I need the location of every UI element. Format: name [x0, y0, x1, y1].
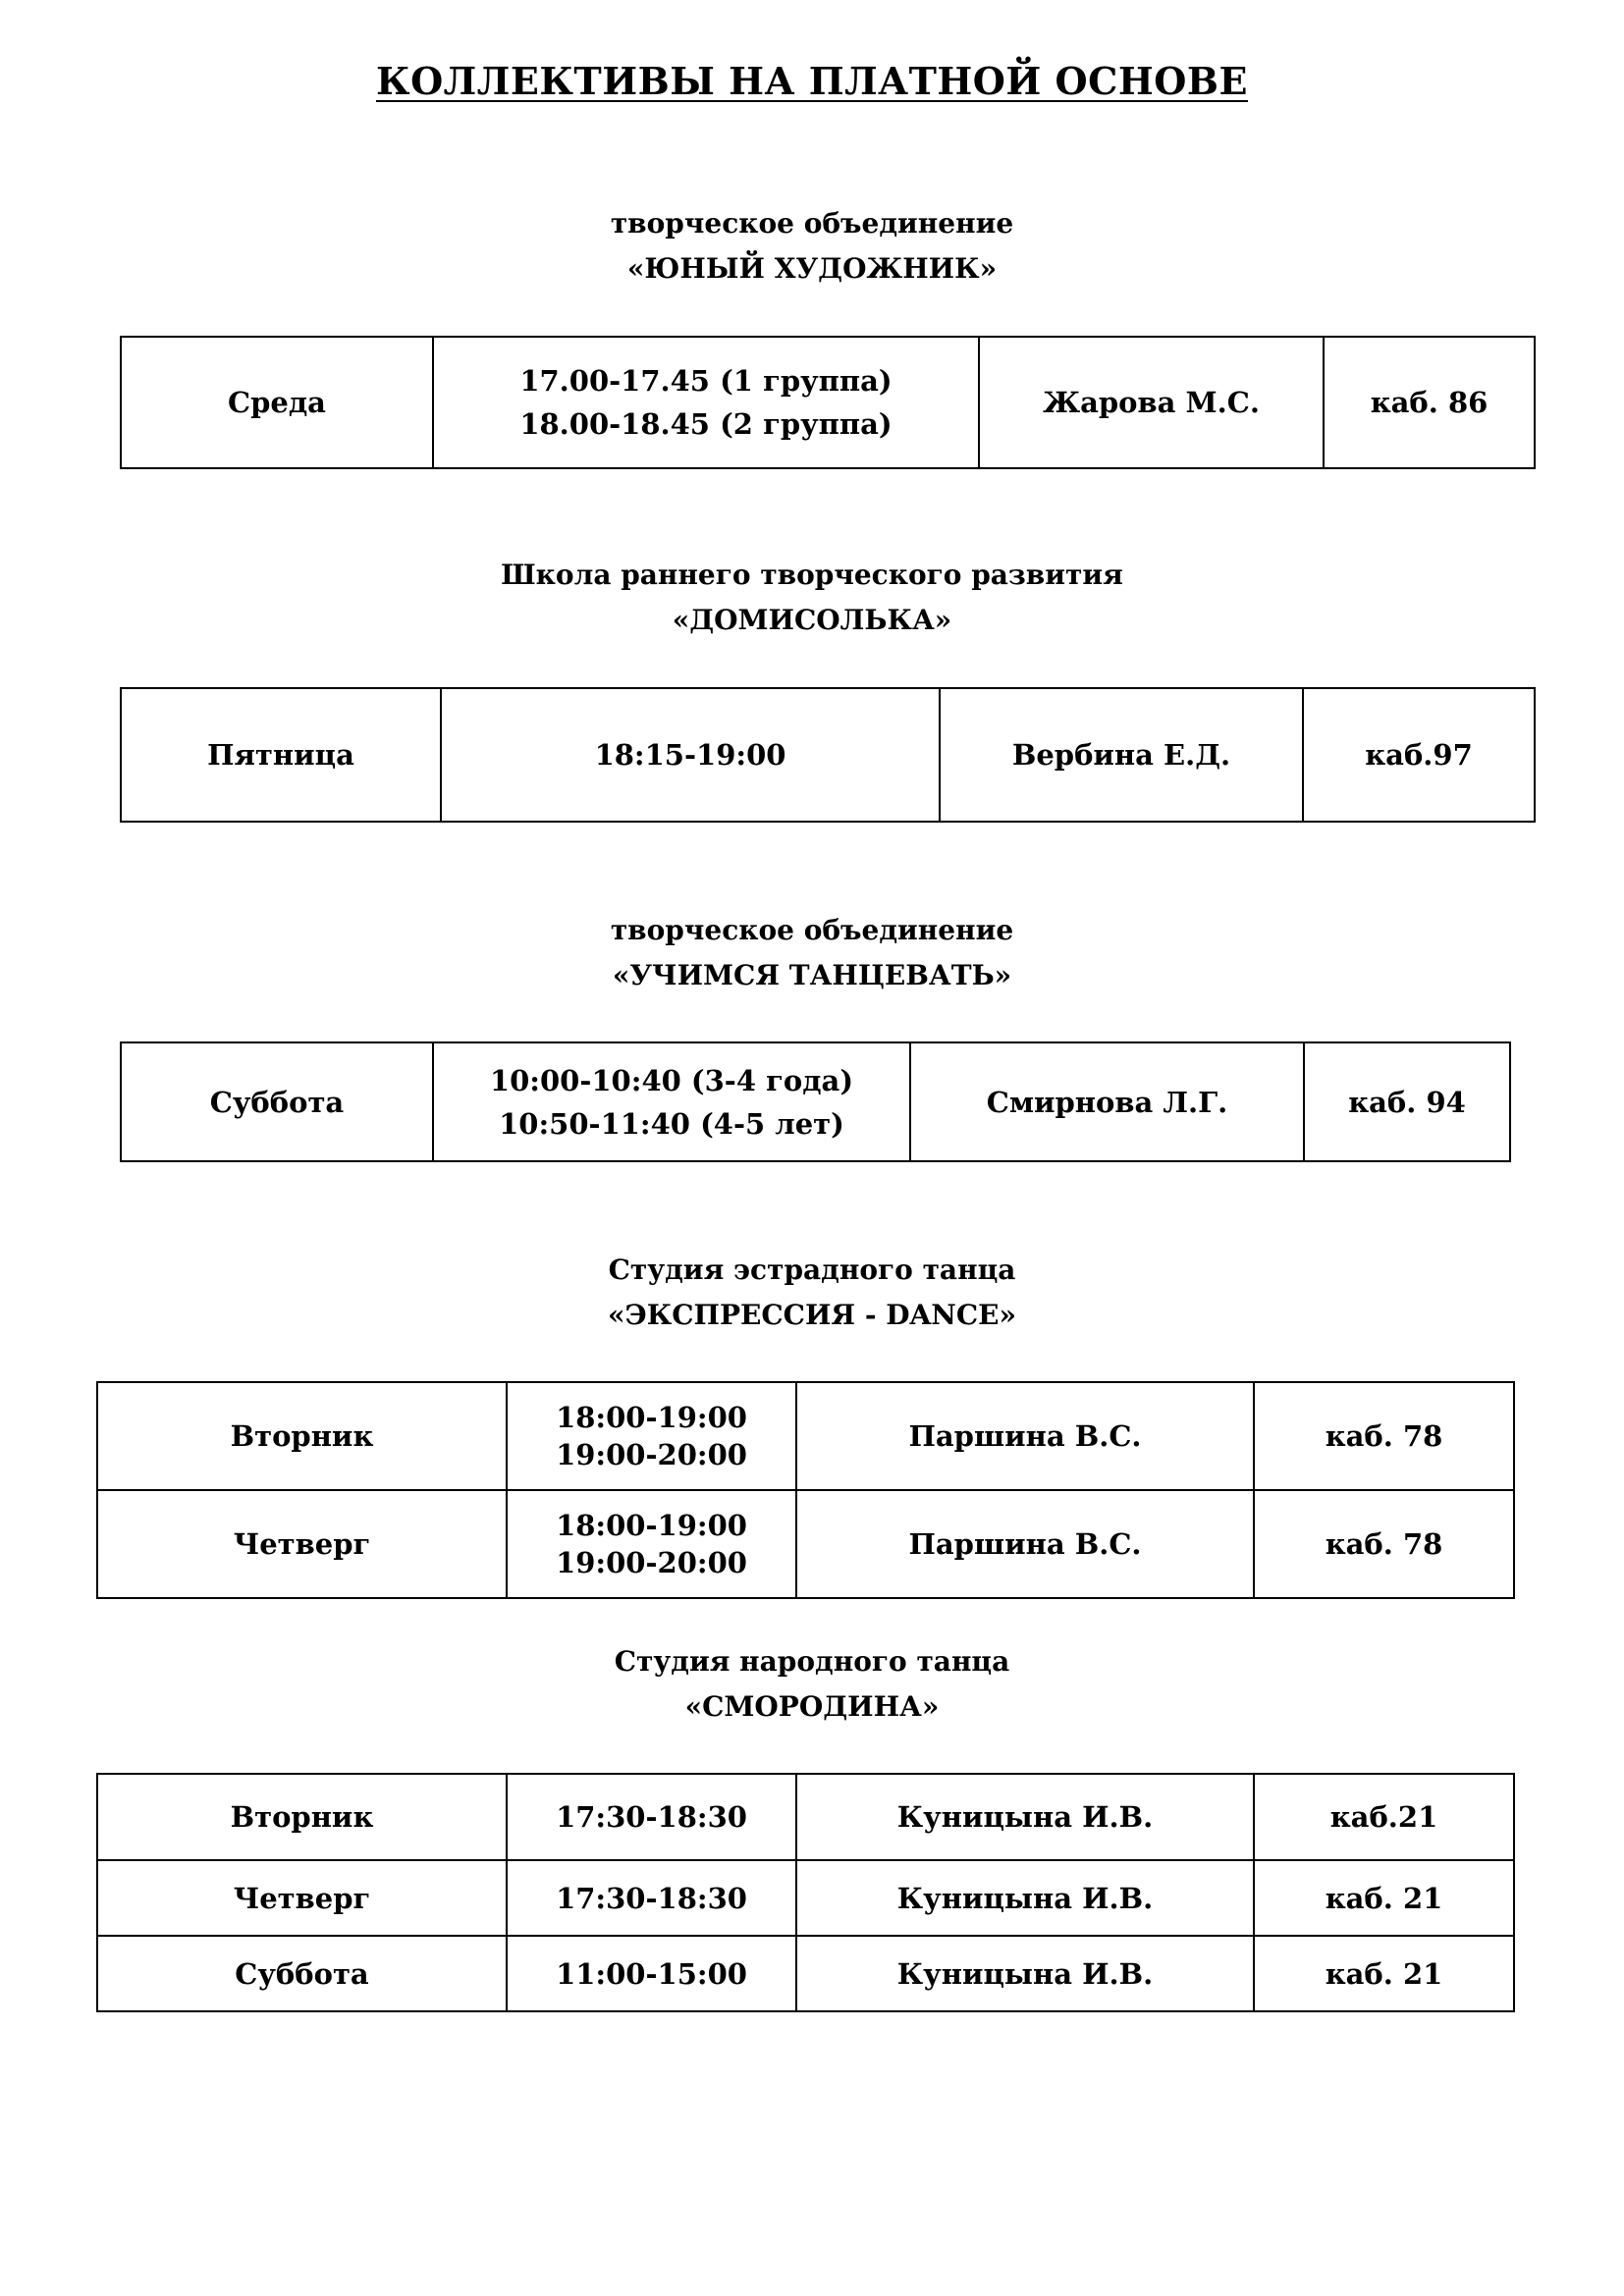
time-line: 19:00-20:00	[556, 1438, 747, 1471]
section-name: «УЧИМСЯ ТАНЦЕВАТЬ»	[612, 959, 1012, 991]
table-row	[121, 337, 1535, 468]
room-cell: каб. 21	[1254, 1936, 1514, 2011]
teacher-cell: Куницына И.В.	[796, 1936, 1254, 2011]
table-row	[97, 1382, 1514, 1490]
schedule-table-smorodina	[96, 1773, 1515, 2012]
teacher-cell: Куницына И.В.	[796, 1860, 1254, 1936]
time-cell: 11:00-15:00	[507, 1936, 796, 2011]
day-cell: Вторник	[97, 1774, 507, 1860]
section-subtitle: Студия эстрадного танца	[608, 1254, 1016, 1286]
section-heading-smorodina	[0, 1639, 1624, 1730]
teacher-cell: Смирнова Л.Г.	[910, 1042, 1304, 1161]
day-cell: Вторник	[97, 1382, 507, 1490]
room-cell: каб.21	[1254, 1774, 1514, 1860]
schedule-table-ekspressiya-dance	[96, 1381, 1515, 1599]
section-subtitle: Студия народного танца	[614, 1645, 1010, 1678]
time-cell: 17:30-18:30	[507, 1774, 796, 1860]
section-name: «ЭКСПРЕССИЯ - DANCE»	[608, 1299, 1016, 1331]
table-row	[97, 1774, 1514, 1860]
section-name: «ЮНЫЙ ХУДОЖНИК»	[626, 252, 998, 285]
time-cell	[433, 337, 979, 468]
section-name: «СМОРОДИНА»	[684, 1690, 940, 1723]
time-cell	[433, 1042, 910, 1161]
time-line: 17.00-17.45 (1 группа)	[519, 364, 893, 398]
time-cell: 17:30-18:30	[507, 1860, 796, 1936]
section-heading-domisolka	[0, 553, 1624, 643]
room-cell: каб. 78	[1254, 1490, 1514, 1598]
room-cell: каб. 78	[1254, 1382, 1514, 1490]
time-cell	[507, 1490, 796, 1598]
room-cell: каб.97	[1303, 688, 1535, 822]
teacher-cell: Жарова М.С.	[979, 337, 1324, 468]
teacher-cell: Паршина В.С.	[796, 1490, 1254, 1598]
time-line: 10:00-10:40 (3-4 года)	[489, 1063, 854, 1097]
section-heading-yuny-khudozhnik	[0, 201, 1624, 292]
schedule-table-uchimsya-tantsevat	[120, 1041, 1511, 1162]
page-title: КОЛЛЕКТИВЫ НА ПЛАТНОЙ ОСНОВЕ	[376, 59, 1248, 103]
teacher-cell: Куницына И.В.	[796, 1774, 1254, 1860]
day-cell: Среда	[121, 337, 433, 468]
day-cell: Пятница	[121, 688, 441, 822]
day-cell: Четверг	[97, 1490, 507, 1598]
section-subtitle: творческое объединение	[610, 914, 1014, 946]
section-name: «ДОМИСОЛЬКА»	[672, 604, 952, 636]
section-subtitle: творческое объединение	[610, 207, 1014, 240]
time-cell	[441, 688, 940, 822]
room-cell: каб. 94	[1304, 1042, 1510, 1161]
section-subtitle: Школа раннего творческого развития	[501, 559, 1123, 591]
section-heading-ekspressiya-dance	[0, 1248, 1624, 1338]
table-row	[121, 1042, 1510, 1161]
time-line: 18.00-18.45 (2 группа)	[519, 407, 893, 441]
schedule-table-yuny-khudozhnik	[120, 336, 1536, 469]
time-cell	[507, 1382, 796, 1490]
table-row	[97, 1936, 1514, 2011]
time-line: 18:15-19:00	[594, 738, 786, 772]
day-cell: Четверг	[97, 1860, 507, 1936]
room-cell: каб. 21	[1254, 1860, 1514, 1936]
room-cell: каб. 86	[1324, 337, 1535, 468]
day-cell: Суббота	[97, 1936, 507, 2011]
time-line: 19:00-20:00	[556, 1546, 747, 1579]
section-heading-uchimsya-tantsevat	[0, 908, 1624, 998]
day-cell: Суббота	[121, 1042, 433, 1161]
time-line: 18:00-19:00	[556, 1401, 747, 1434]
schedule-table-domisolka	[120, 687, 1536, 823]
table-row	[97, 1860, 1514, 1936]
time-line: 18:00-19:00	[556, 1509, 747, 1542]
teacher-cell: Вербина Е.Д.	[940, 688, 1303, 822]
teacher-cell: Паршина В.С.	[796, 1382, 1254, 1490]
time-line: 10:50-11:40 (4-5 лет)	[499, 1106, 844, 1141]
table-row	[121, 688, 1535, 822]
table-row	[97, 1490, 1514, 1598]
